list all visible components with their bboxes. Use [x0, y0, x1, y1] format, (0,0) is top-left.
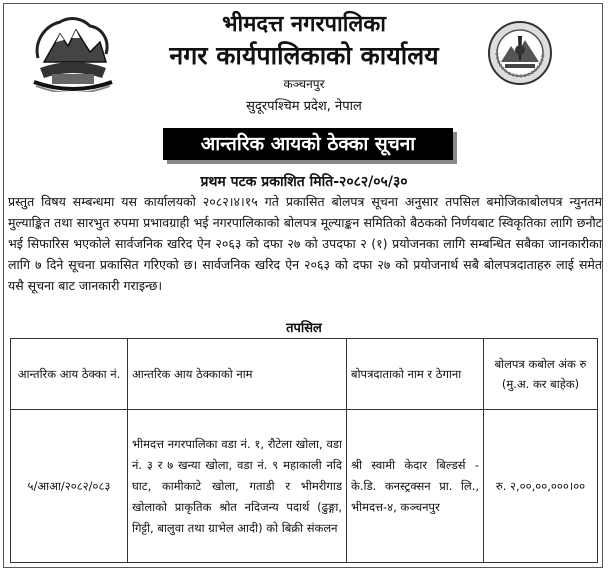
annex-label: तपसिल: [286, 321, 322, 336]
table-row: [11, 410, 598, 563]
contract-table: [10, 338, 598, 563]
header-bidder: बोपत्रदाताको नाम र ठेगाना: [347, 339, 484, 410]
organization-name: भीमदत्त नगरपालिका: [222, 12, 386, 37]
header-amount: बोलपत्र कबोल अंक रु (मु.अ. कर बाहेक): [484, 339, 598, 410]
header-contract-name: आन्तरिक आय ठेक्काको नाम: [128, 339, 347, 410]
notice-body: प्रस्तुत विषय सम्बन्धमा यस कार्यालयको २०८२।४।१५ गते प्रकासित बोलपत्र सूचना अनुसार तपसिल बमोजिकाबोलपत्र न्युनतम मुल्याङ्कित तथा सारभुत रुपमा प्रभावग्राही भई नगरपालिकाको बोलपत्र मूल्याङ्कन समितिको बैठकको निर्णयबाट स्विकृतिका लागि छनौट भई सिफारिस भएकोले सार्वजनिक खरिद ऐन २०६३ को दफा २७ को उपदफा २ (१) प्रयोजनका लागि सम्बन्धित सबैका जानकारीका लागि ७ दिने सूचना प्रकासित गरिएको छ। सार्वजनिक खरिद ऐन २०६३ को दफा २७ को प्रयोजनार्थ सबै बोलपत्रदाताहरु लाई समेत यसै सूचना बाट जानकारी गराइन्छ।: [8, 194, 602, 293]
header-contract-no: आन्तरिक आय ठेक्का नं.: [11, 339, 128, 410]
cell-contract-name: भीमदत्त नगरपालिका वडा नं. १, रौटेला खोला, वडा नं. ३ र ७ खन्या खोला, वडा नं. ९ महाकाली नदि घाट, कामीकाटे खोला, गताडी र भीमरीगाड खोलाको प्राकृतिक श्रोत नदिजन्य पदार्थ (ढुङ्गा, गिट्टी, बालुवा तथा ग्राभेल आदी) को बिक्री संकलन: [128, 410, 347, 563]
cell-contract-no: ५/आआ/२०८२/०८३: [11, 410, 128, 563]
cell-bidder: श्री स्वामी केदार बिल्डर्स - के.डि. कनस्ट्रक्सन प्रा. लि., भीमदत्त-४, कञ्चनपुर: [347, 410, 484, 563]
office-name: नगर कार्यपालिकाको कार्यालय: [169, 41, 439, 70]
province-name: सुदूरपश्चिम प्रदेश, नेपाल: [246, 99, 362, 114]
cell-amount: रु. २,००,००,०००।००: [484, 410, 598, 563]
notice-title: आन्तरिक आयको ठेक्का सूचना: [163, 128, 453, 160]
table-header-row: [11, 339, 598, 410]
published-date: प्रथम पटक प्रकाशित मिति-२०८२/०५/३०: [200, 174, 408, 190]
district-name: कञ्चनपुर: [283, 77, 325, 91]
